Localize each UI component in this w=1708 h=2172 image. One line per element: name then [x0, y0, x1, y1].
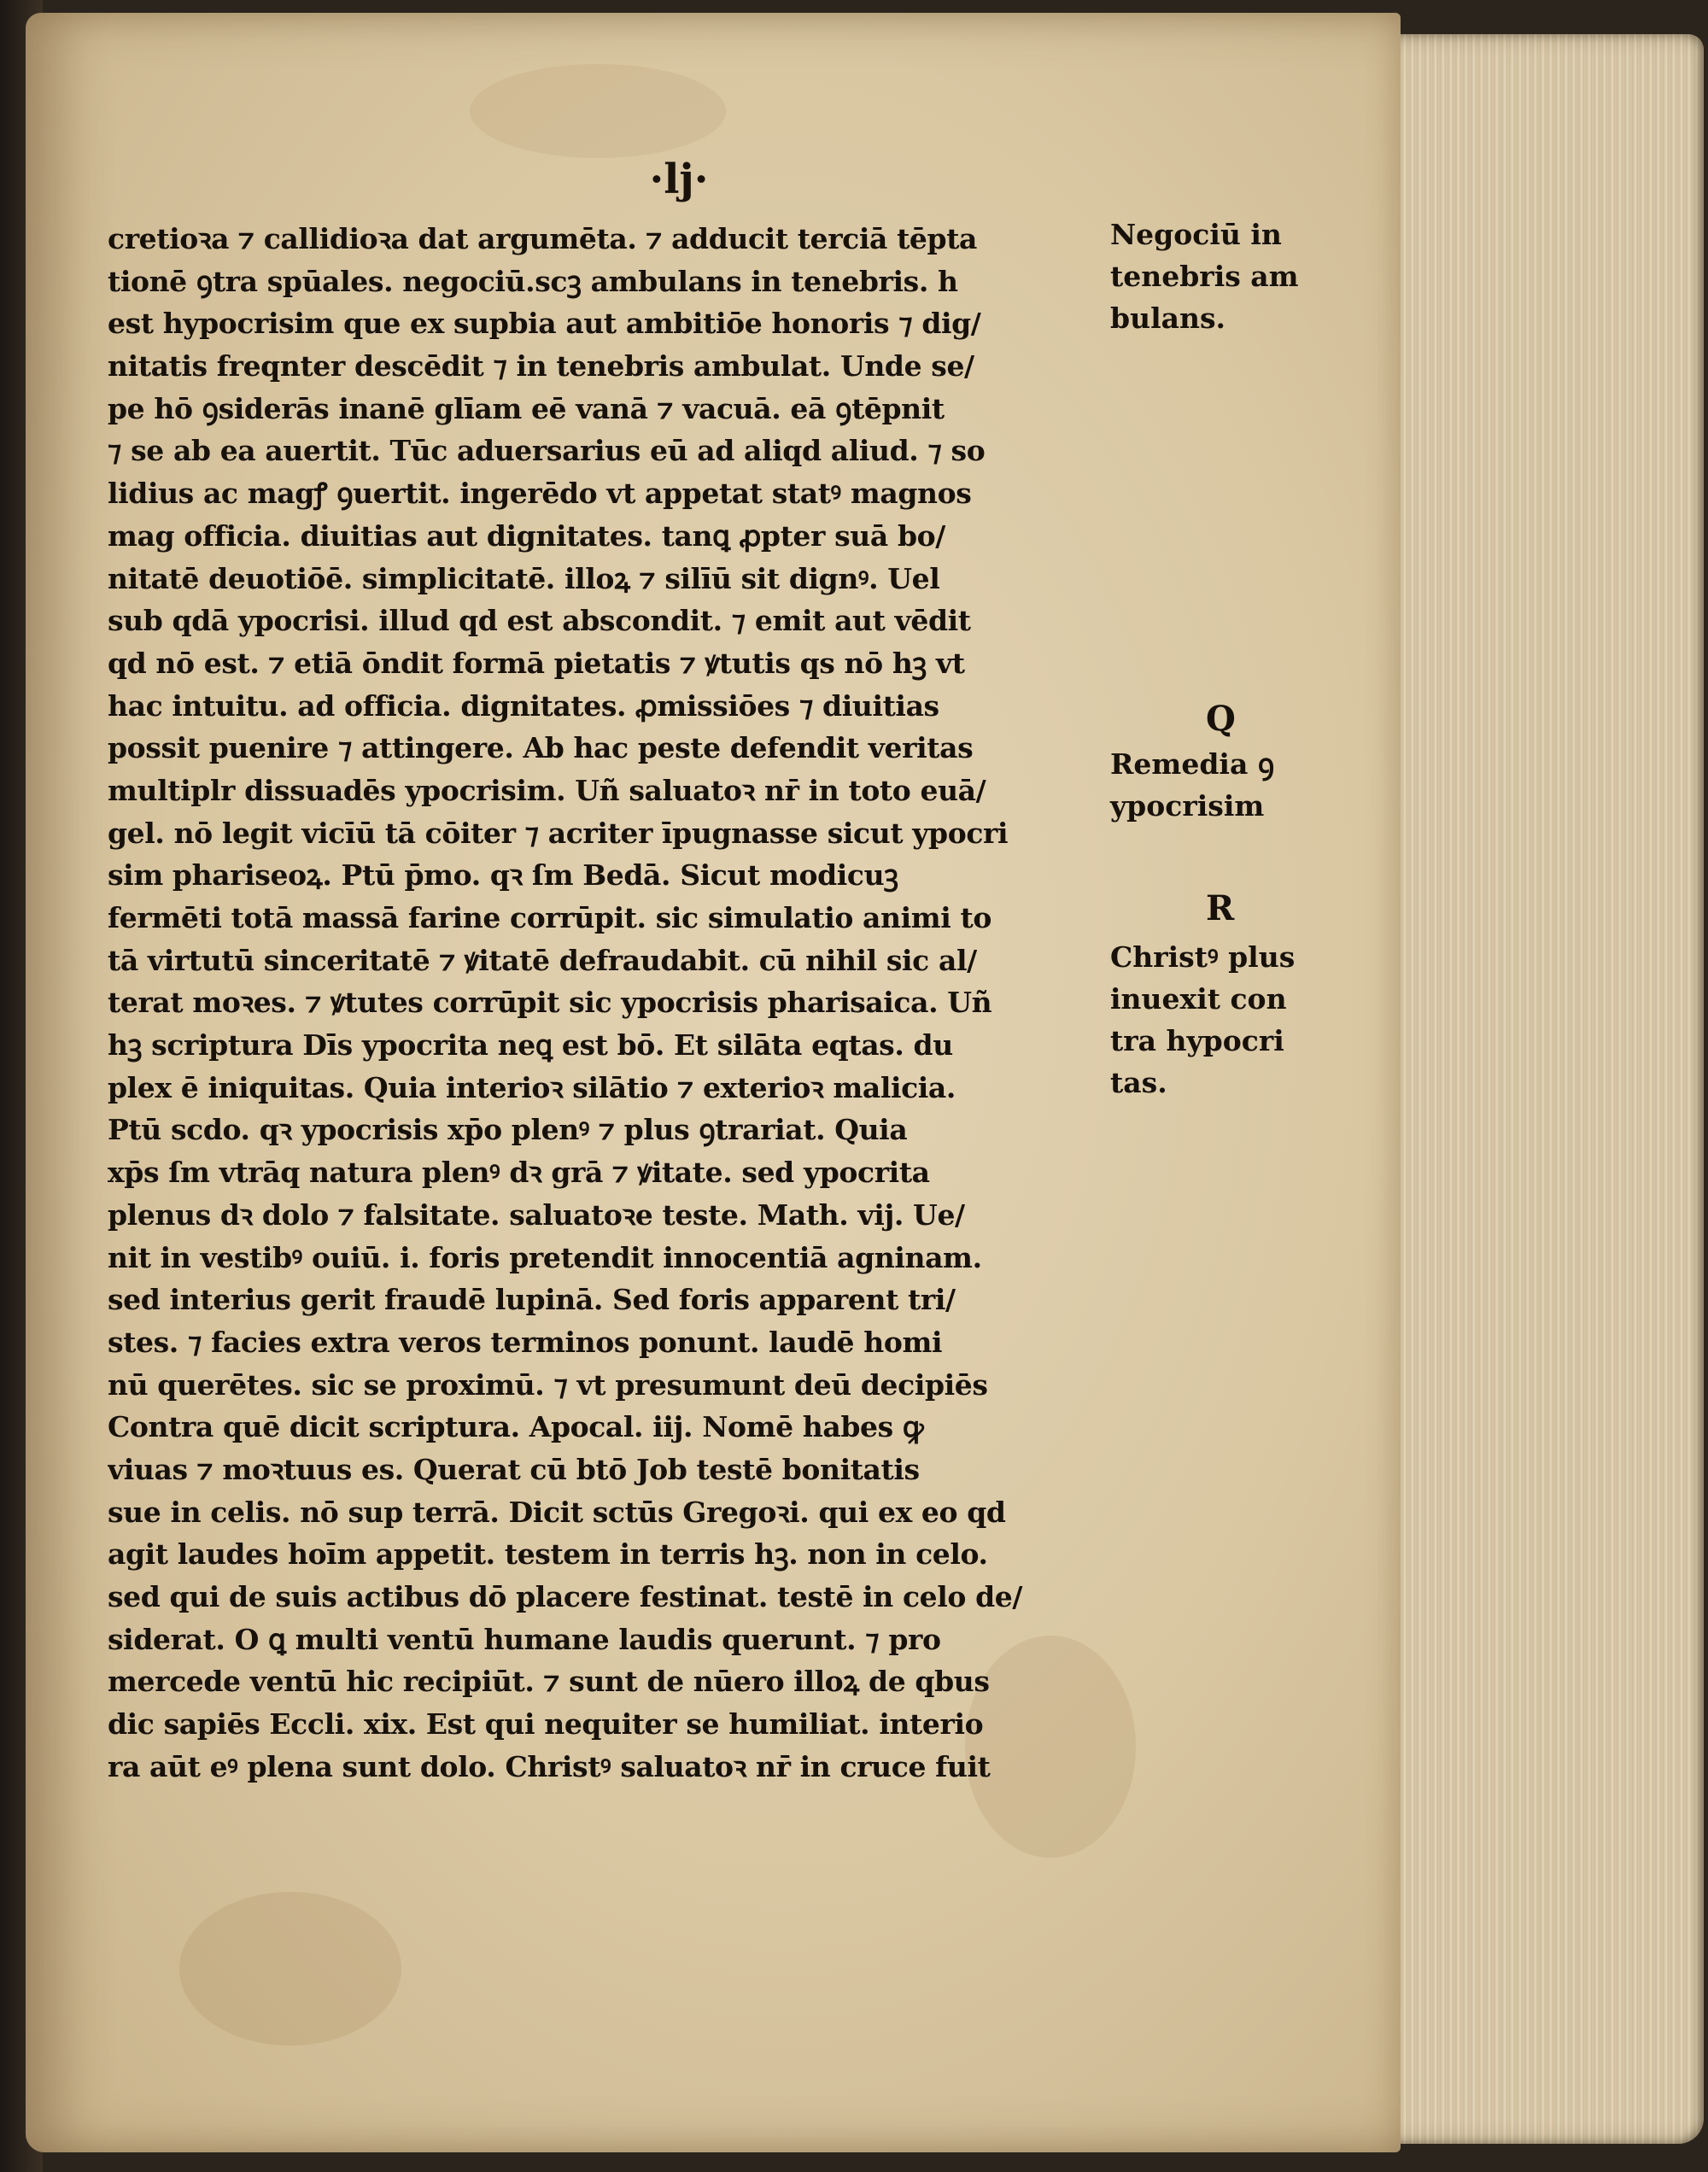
text-line: pe hō ꝯsiderās inanē glīam eē vanā ⁊ vacuā. eā ꝯtēpnit	[108, 391, 945, 425]
text-line: sue in celis. nō sup terrā. Dicit sctūs Gregoꝛi. qui ex eo qd	[108, 1495, 1006, 1529]
text-line: xp̄s ſm vtrāq natura plenꝰ dꝛ grā ⁊ ꝟitate. sed ypocrita	[108, 1156, 930, 1190]
text-line: nitatē deuotiōē. simplicitatē. illoꝝ ⁊ silīū sit dignꝰ. Uel	[108, 561, 940, 595]
text-line: hꝫ scriptura Dīs ypocrita neꝗ est bō. Et silāta eqtas. du	[108, 1028, 953, 1063]
text-line: hac intuitu. ad officia. dignitates. ꝓmissiōes ⁊ diuitias	[108, 688, 939, 723]
text-line: tionē ꝯtra spūales. negociū.scꝫ ambulans in tenebris. h	[108, 264, 958, 298]
text-line: terat moꝛes. ⁊ ꝟtutes corrūpit sic ypocrisis pharisaica. Uñ	[108, 986, 992, 1020]
text-line: nitatis freqnter descēdit ⁊ in tenebris ambulat. Unde se/	[108, 349, 974, 383]
margin-note-line: Negociū in	[1110, 218, 1282, 251]
text-line: sub qdā ypocrisi. illud qd est abscondit. ⁊ emit aut vēdit	[108, 604, 971, 638]
margin-note-line: ypocrisim	[1110, 789, 1265, 823]
text-line: sed interius gerit fraudē lupinā. Sed foris apparent tri/	[108, 1283, 956, 1317]
margin-note-negocium	[1110, 214, 1332, 339]
margin-letter-r: R	[1206, 888, 1235, 928]
text-line: tā virtutū sinceritatē ⁊ ꝟitatē defraudabit. cū nihil sic al/	[108, 943, 977, 977]
text-line: ⁊ se ab ea auertit. Tūc aduersarius eū ad aliqd aliud. ⁊ so	[108, 434, 986, 468]
text-line: nū querētes. sic se proximū. ⁊ vt presumunt deū decipiēs	[108, 1367, 988, 1402]
text-line: lidius ac magꝭ ꝯuertit. ingerēdo vt appetat statꝰ magnos	[108, 477, 972, 511]
margin-letter-q: Q	[1206, 699, 1236, 739]
margin-note-christus	[1110, 936, 1332, 1104]
text-line: sim phariseoꝝ. Ptū p̄mo. qꝛ ſm Bedā. Sicut modicuꝫ	[108, 858, 898, 893]
stain	[470, 64, 726, 158]
text-line: multiplr dissuadēs ypocrisim. Uñ saluatoꝛ nr̄ in toto euā/	[108, 773, 986, 807]
text-line: viuas ⁊ moꝛtuus es. Querat cū btō Job testē bonitatis	[108, 1452, 920, 1486]
page-edges	[1354, 34, 1704, 2144]
text-line: sed qui de suis actibus dō placere festinat. testē in celo de/	[108, 1580, 1023, 1613]
text-line: cretioꝛa ⁊ callidioꝛa dat argumēta. ⁊ adducit terciā tēpta	[108, 222, 978, 255]
text-line: plenus dꝛ dolo ⁊ falsitate. saluatoꝛe teste. Math. vij. Ue/	[108, 1197, 965, 1232]
margin-note-line: Remedia ꝯ	[1110, 747, 1275, 781]
text-line: ra aūt eꝰ plena sunt dolo. Christꝰ saluatoꝛ nr̄ in cruce fuit	[108, 1749, 991, 1783]
text-line: stes. ⁊ facies extra veros terminos ponunt. laudē homi	[108, 1325, 943, 1359]
text-line: agit laudes hoīm appetit. testem in terris hꝫ. non in celo.	[108, 1537, 988, 1572]
text-line: gel. nō legit vicīū tā cōiter ⁊ acriter īpugnasse sicut ypocri	[108, 816, 1009, 850]
text-line: mercede ventū hic recipiūt. ⁊ sunt de nūero illoꝝ de qbus	[108, 1665, 990, 1699]
text-line: Ptū scdo. qꝛ ypocrisis xp̄o plenꝰ ⁊ plus ꝯtrariat. Quia	[108, 1113, 908, 1147]
margin-note-line: tas.	[1110, 1066, 1167, 1099]
margin-note-line: tra hypocri	[1110, 1024, 1284, 1057]
margin-note-line: bulans.	[1110, 302, 1226, 335]
margin-note-line: tenebris am	[1110, 260, 1299, 293]
text-line: qd nō est. ⁊ etiā ōndit formā pietatis ⁊ ꝟtutis qs nō hꝫ vt	[108, 646, 965, 680]
text-line: Contra quē dicit scriptura. Apocal. iij. Nomē habes ꝙ	[108, 1410, 924, 1444]
text-line: dic sapiēs Eccli. xix. Est qui nequiter se humiliat. interio	[108, 1707, 984, 1742]
margin-note-line: inuexit con	[1110, 982, 1287, 1016]
margin-note-line: Christꝰ plus	[1110, 940, 1296, 974]
margin-note-remedia	[1110, 743, 1332, 827]
text-line: plex ē iniquitas. Quia interioꝛ silātio ⁊ exterioꝛ malicia.	[108, 1070, 956, 1104]
stain	[179, 1892, 401, 2046]
text-line: nit in vestibꝰ ouiū. i. foris pretendit innocentiā agninam.	[108, 1240, 982, 1274]
text-line: siderat. O ꝗ multi ventū humane laudis querunt. ⁊ pro	[108, 1622, 941, 1656]
text-line: est hypocrisim que ex supbia aut ambitiōe honoris ⁊ dig/	[108, 307, 981, 341]
text-line: mag officia. diuitias aut dignitates. tanꝗ ꝓpter suā bo/	[108, 518, 945, 553]
body-text	[108, 218, 1111, 1788]
text-line: fermēti totā massā farine corrūpit. sic simulatio animi to	[108, 901, 991, 934]
text-line: possit puenire ⁊ attingere. Ab hac peste defendit veritas	[108, 731, 974, 765]
signature-mark: ·lj·	[649, 155, 709, 203]
